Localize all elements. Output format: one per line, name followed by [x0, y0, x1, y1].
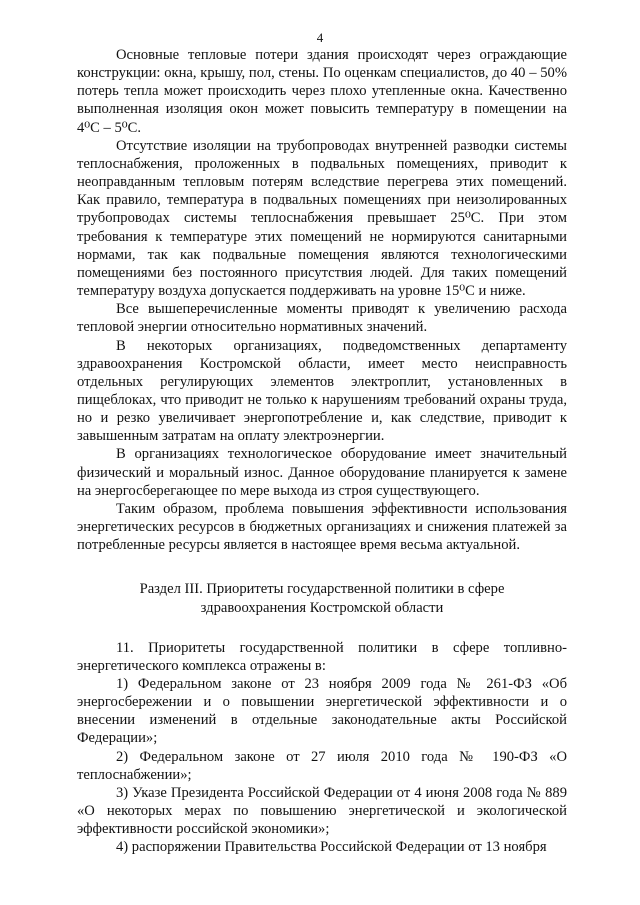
page-number: 4 [316, 30, 324, 45]
document-body [77, 46, 567, 857]
paragraph-law-261: 1) Федеральном законе от 23 ноября 2009 года № 261-ФЗ «Об энергосбережении и о повышении энергетической эффективности и о внесении изменений в отдельные законодательные акты Российской Федерации»; [77, 676, 567, 747]
paragraph-government-order: 4) распоряжении Правительства Российской Федерации от 13 ноября [116, 839, 547, 856]
paragraph-law-190: 2) Федеральном законе от 27 июля 2010 года № 190-ФЗ «О теплоснабжении»; [77, 748, 567, 783]
paragraph-electric-stoves: В некоторых организациях, подведомственных департаменту здравоохранения Костромской области, имеет место неисправность отдельных регулирующих элементов электроплит, установленных в пищеблоках, что приводит не только к нарушениям требований охраны труда, но и резко увеличивает энергопотребление и, как следствие, приводит к завышенным затратам на оплату электроэнергии. [77, 337, 567, 445]
paragraph-heat-losses: Основные тепловые потери здания происходят через ограждающие конструкции: окна, крышу, пол, стены. По оценкам специалистов, до 40 – 50% потерь тепла может происходить через плохо утепленные окна. Качественно выполненная изоляция окон может повысить температуру в помещении на 4⁰С – 5⁰С. [77, 47, 567, 136]
section-heading-line-1: Раздел III. Приоритеты государственной политики в сфере [139, 581, 505, 598]
paragraph-consumption-increase: Все вышеперечисленные моменты приводят к увеличению расхода тепловой энергии относительно нормативных значений. [77, 301, 567, 336]
paragraph-conclusion: Таким образом, проблема повышения эффективности использования энергетических ресурсов в бюджетных организациях и снижения платежей за потребленные ресурсы является в настоящее время весьма актуальной. [77, 500, 567, 554]
section-heading [77, 580, 567, 616]
paragraph-item-11: 11. Приоритеты государственной политики в сфере топливно-энергетического комплекса отражены в: [77, 639, 567, 674]
section-heading-line-2: здравоохранения Костромской области [200, 599, 444, 616]
paragraph-decree-889: 3) Указе Президента Российской Федерации от 4 июня 2008 года № 889 «О некоторых мерах по повышению энергетической и экологической эффективности российской экономики»; [77, 784, 567, 838]
paragraph-pipe-insulation: Отсутствие изоляции на трубопроводах внутренней разводки системы теплоснабжения, проложенных в подвальных помещениях, приводит к неоправданным тепловым потерям вследствие перегрева этих помещений. Как правило, температура в подвальных помещениях при неизолированных трубопроводах системы теплоснабжения превышает 25⁰С. При этом требования к температуре этих помещений не нормируются санитарными нормами, так как подвальные помещения являются технологическими помещениями без постоянного присутствия людей. Для таких помещений температуру воздуха допускается поддерживать на уровне 15⁰С и ниже. [77, 137, 567, 300]
paragraph-equipment-wear: В организациях технологическое оборудование имеет значительный физический и моральный износ. Данное оборудование планируется к замене на энергосберегающее по мере выхода из строя существующего. [77, 446, 567, 499]
